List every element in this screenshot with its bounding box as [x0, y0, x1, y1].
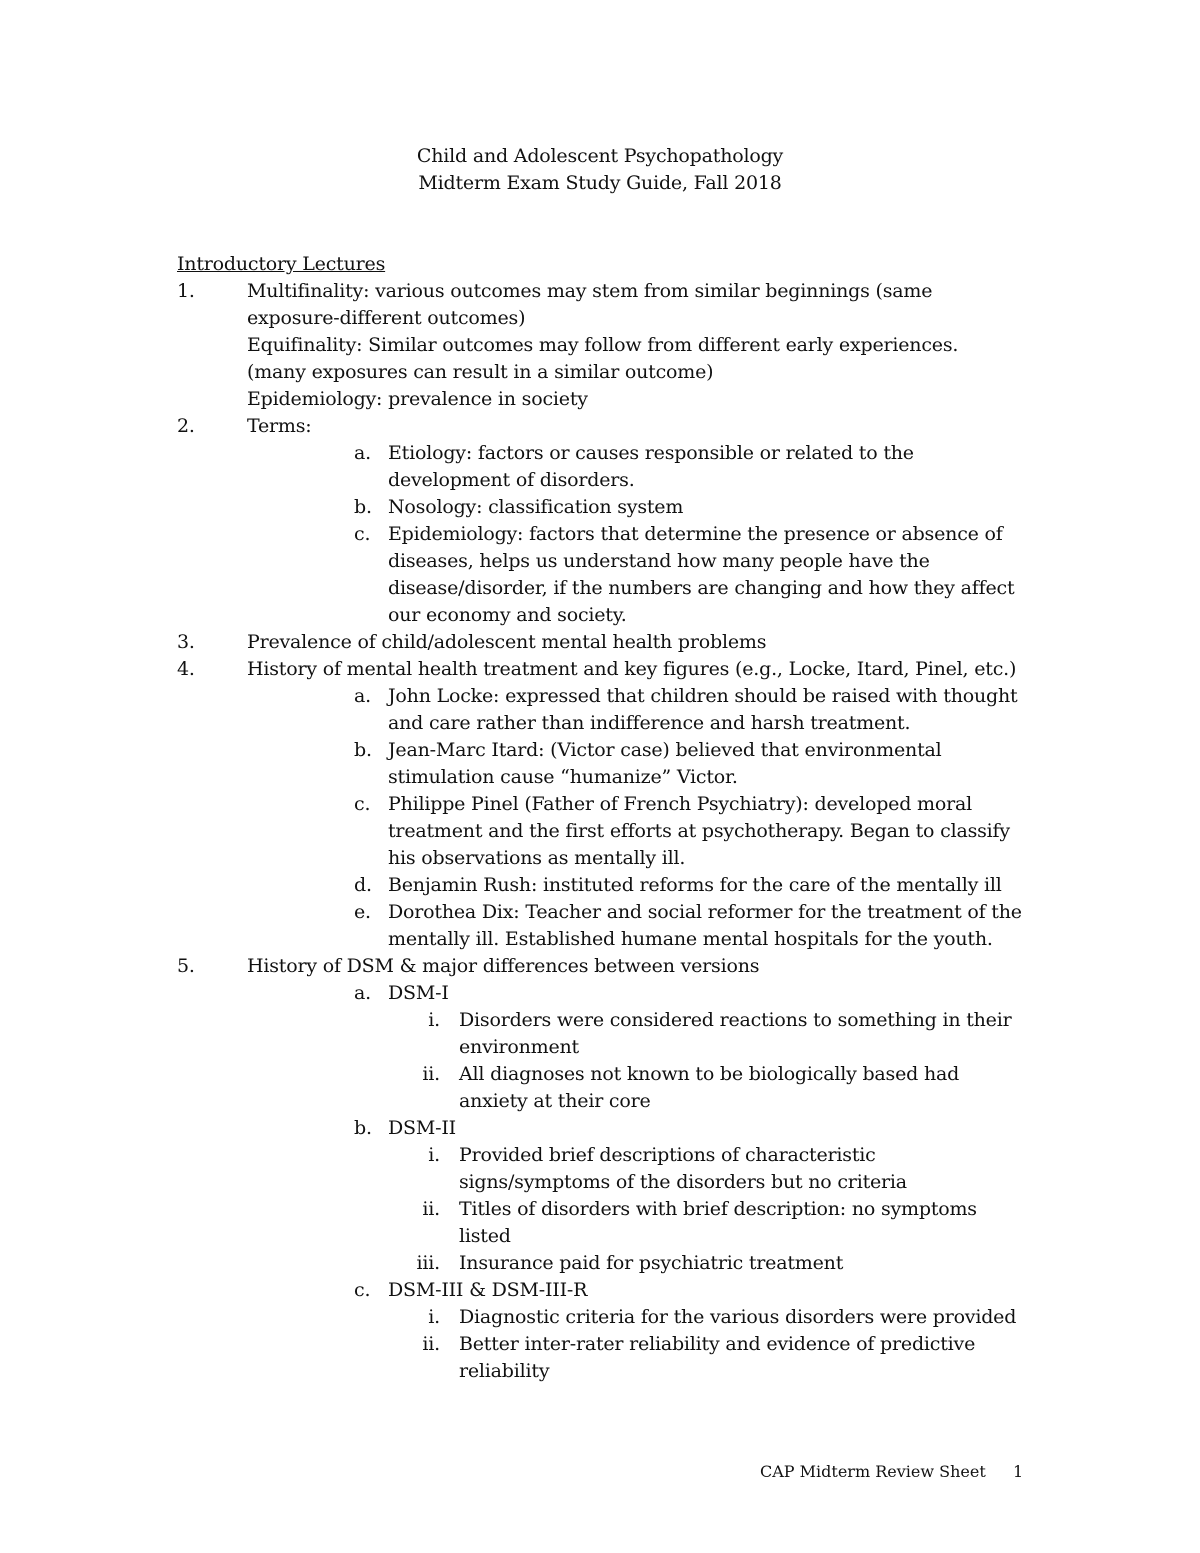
sublist-marker: c. [354, 793, 371, 815]
list-number: 4. [177, 658, 195, 680]
sublist-marker: d. [354, 874, 372, 896]
roman-text: Provided brief descriptions of characteristic [459, 1144, 876, 1166]
list-number: 3. [177, 631, 195, 653]
sublist-text: and care rather than indifference and harsh treatment. [388, 712, 911, 734]
roman-text: signs/symptoms of the disorders but no criteria [459, 1171, 907, 1193]
list-number: 5. [177, 955, 195, 977]
list-item-text: (many exposures can result in a similar outcome) [247, 361, 714, 383]
sublist-marker: a. [354, 982, 371, 1004]
sublist-text: Jean-Marc Itard: (Victor case) believed that environmental [388, 739, 942, 761]
list-item-text: Equifinality: Similar outcomes may follow from different early experiences. [247, 334, 959, 356]
sublist-text: our economy and society. [388, 604, 627, 626]
list-item-text: exposure-different outcomes) [247, 307, 526, 329]
roman-text: All diagnoses not known to be biologically based had [459, 1063, 960, 1085]
roman-marker: i. [428, 1009, 440, 1031]
footer-label: CAP Midterm Review Sheet [760, 1462, 986, 1481]
list-item-text: Epidemiology: prevalence in society [247, 388, 588, 410]
sublist-text: Etiology: factors or causes responsible or related to the [388, 442, 914, 464]
roman-marker: ii. [422, 1063, 440, 1085]
sublist-text: Dorothea Dix: Teacher and social reformer for the treatment of the [388, 901, 1022, 923]
sublist-text: Philippe Pinel (Father of French Psychiatry): developed moral [388, 793, 972, 815]
sublist-text: disease/disorder, if the numbers are changing and how they affect [388, 577, 1015, 599]
roman-text: Insurance paid for psychiatric treatment [459, 1252, 844, 1274]
roman-marker: ii. [422, 1333, 440, 1355]
sublist-text: stimulation cause “humanize” Victor. [388, 766, 738, 788]
sublist-marker: b. [354, 496, 372, 518]
roman-text: Titles of disorders with brief description: no symptoms [459, 1198, 977, 1220]
sublist-marker: a. [354, 685, 371, 707]
sublist-text: his observations as mentally ill. [388, 847, 686, 869]
page-number: 1 [1013, 1462, 1024, 1481]
sublist-text: development of disorders. [388, 469, 635, 491]
sublist-text: mentally ill. Established humane mental hospitals for the youth. [388, 928, 993, 950]
sublist-marker: e. [354, 901, 371, 923]
list-number: 1. [177, 280, 195, 302]
sublist-marker: a. [354, 442, 371, 464]
roman-marker: i. [428, 1144, 440, 1166]
roman-marker: ii. [422, 1198, 440, 1220]
roman-text: reliability [459, 1360, 550, 1382]
sublist-text: DSM-I [388, 982, 449, 1004]
list-item-text: Multifinality: various outcomes may stem from similar beginnings (same [247, 280, 933, 302]
sublist-text: John Locke: expressed that children should be raised with thought [388, 685, 1018, 707]
roman-marker: i. [428, 1306, 440, 1328]
sublist-text: Benjamin Rush: instituted reforms for the care of the mentally ill [388, 874, 1002, 896]
sublist-text: Nosology: classification system [388, 496, 684, 518]
section-heading: Introductory Lectures [177, 253, 386, 275]
sublist-text: treatment and the first efforts at psychotherapy. Began to classify [388, 820, 1010, 842]
document-subtitle: Midterm Exam Study Guide, Fall 2018 [418, 172, 782, 194]
list-item-text: Terms: [247, 415, 312, 437]
roman-text: anxiety at their core [459, 1090, 651, 1112]
roman-text: Disorders were considered reactions to something in their [459, 1009, 1012, 1031]
list-item-text: History of mental health treatment and key figures (e.g., Locke, Itard, Pinel, etc.) [247, 658, 1017, 680]
sublist-text: Epidemiology: factors that determine the presence or absence of [388, 523, 1003, 545]
sublist-marker: c. [354, 1279, 371, 1301]
document-title: Child and Adolescent Psychopathology [416, 145, 784, 167]
sublist-marker: b. [354, 1117, 372, 1139]
roman-text: environment [459, 1036, 579, 1058]
roman-marker: iii. [416, 1252, 440, 1274]
sublist-text: DSM-III & DSM-III-R [388, 1279, 588, 1301]
roman-text: Better inter-rater reliability and evidence of predictive [459, 1333, 976, 1355]
sublist-marker: b. [354, 739, 372, 761]
list-item-text: History of DSM & major differences between versions [247, 955, 760, 977]
list-item-text: Prevalence of child/adolescent mental health problems [247, 631, 767, 653]
sublist-text: DSM-II [388, 1117, 456, 1139]
list-number: 2. [177, 415, 195, 437]
sublist-marker: c. [354, 523, 371, 545]
roman-text: listed [459, 1225, 511, 1247]
roman-text: Diagnostic criteria for the various disorders were provided [459, 1306, 1017, 1328]
sublist-text: diseases, helps us understand how many people have the [388, 550, 930, 572]
